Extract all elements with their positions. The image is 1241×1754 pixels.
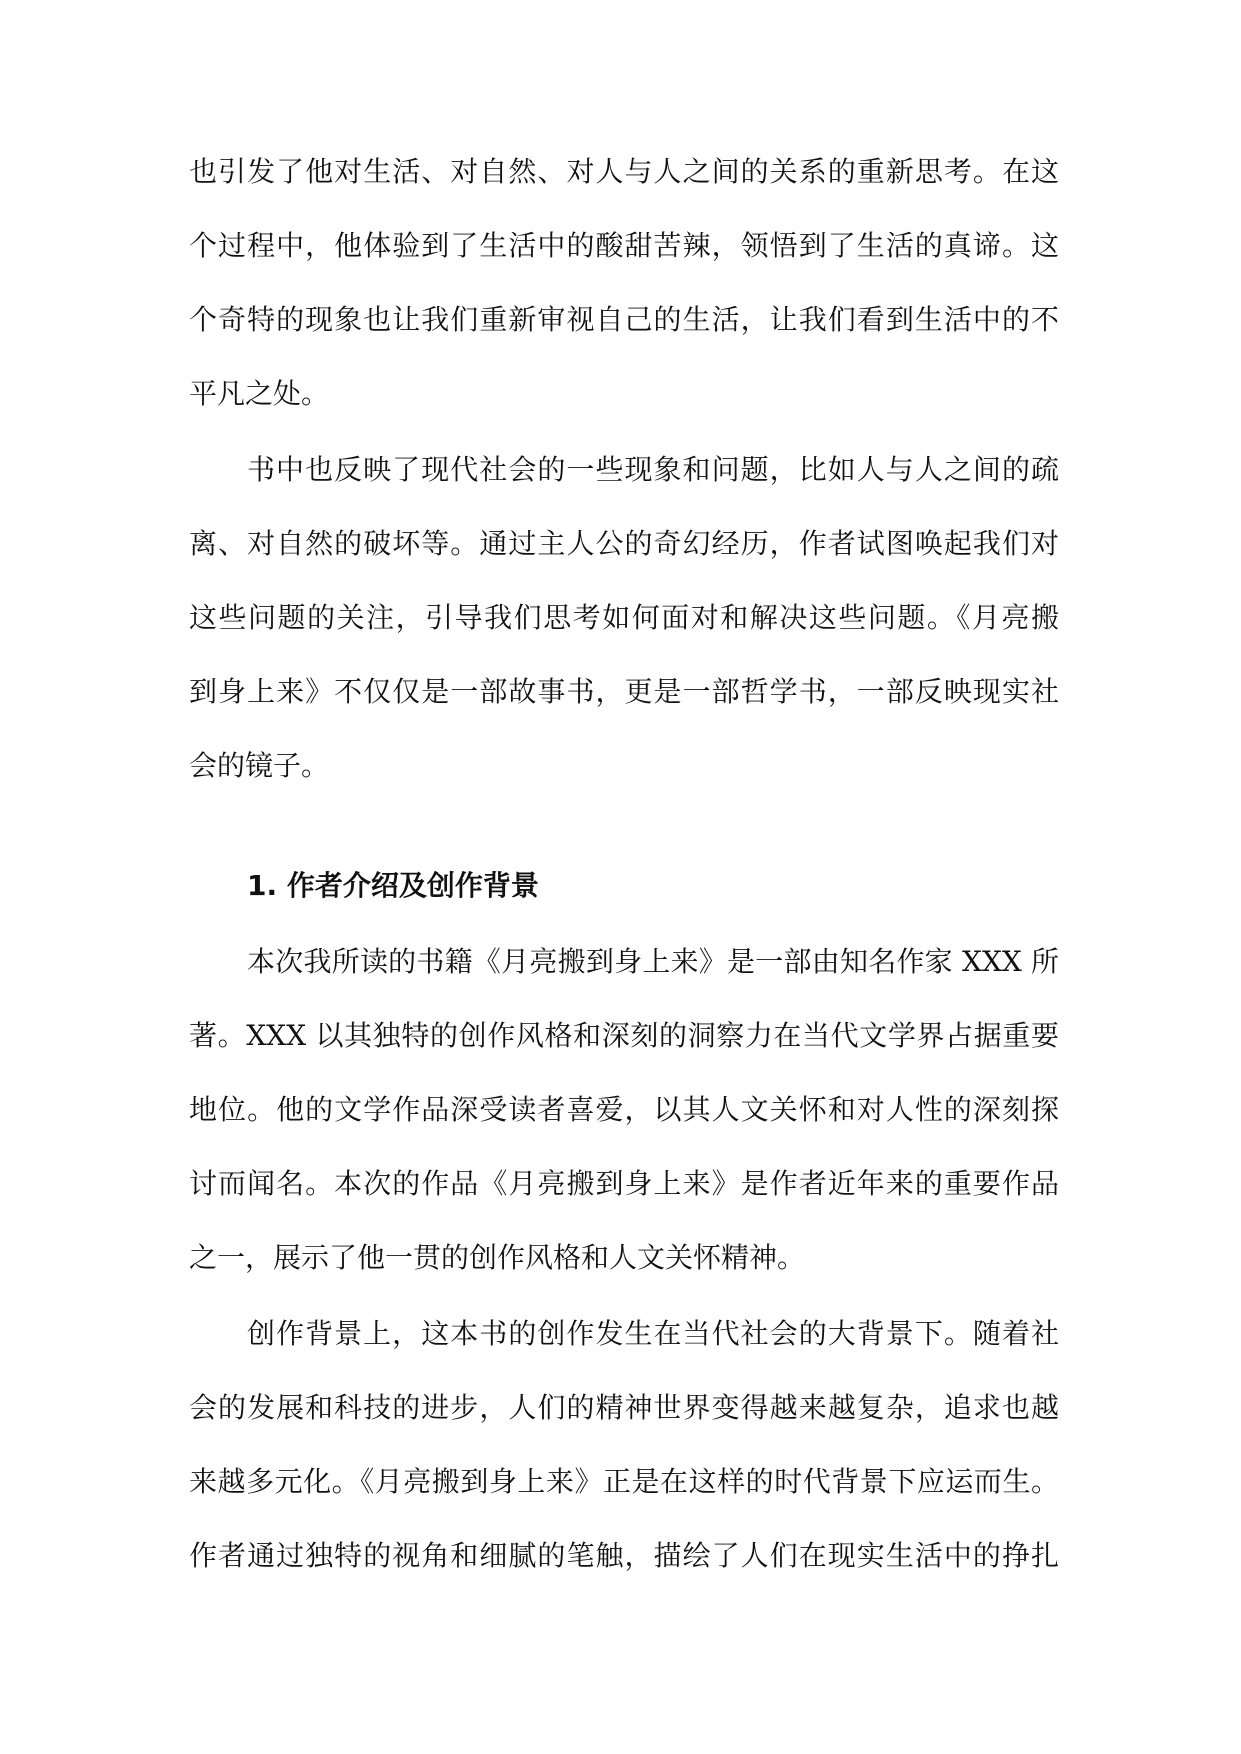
paragraph-line: 也引发了他对生活、对自然、对人与人之间的关系的重新思考。在这 — [189, 155, 1059, 188]
paragraph-line: 之一，展示了他一贯的创作风格和人文关怀精神。 — [189, 1241, 806, 1274]
paragraph-line: 会的发展和科技的进步，人们的精神世界变得越来越复杂，追求也越 — [189, 1391, 1059, 1424]
paragraph-line: 地位。他的文学作品深受读者喜爱，以其人文关怀和对人性的深刻探 — [189, 1093, 1059, 1126]
paragraph-line: 到身上来》不仅仅是一部故事书，更是一部哲学书，一部反映现实社 — [189, 675, 1059, 708]
section-heading: 1. 作者介绍及创作背景 — [247, 869, 539, 902]
paragraph-line: 个过程中，他体验到了生活中的酸甜苦辣，领悟到了生活的真谛。这 — [189, 229, 1059, 262]
paragraph-line: 创作背景上，这本书的创作发生在当代社会的大背景下。随着社 — [247, 1317, 1059, 1350]
paragraph-line: 来越多元化。《月亮搬到身上来》正是在这样的时代背景下应运而生。 — [189, 1465, 1059, 1498]
paragraph-line: 个奇特的现象也让我们重新审视自己的生活，让我们看到生活中的不 — [189, 303, 1059, 336]
paragraph-line: 离、对自然的破坏等。通过主人公的奇幻经历，作者试图唤起我们对 — [189, 527, 1059, 560]
paragraph-line: 这些问题的关注，引导我们思考如何面对和解决这些问题。《月亮搬 — [189, 601, 1059, 634]
paragraph-line: 作者通过独特的视角和细腻的笔触，描绘了人们在现实生活中的挣扎 — [189, 1539, 1059, 1572]
paragraph-line: 本次我所读的书籍《月亮搬到身上来》是一部由知名作家 XXX 所 — [247, 945, 1059, 978]
paragraph-line: 书中也反映了现代社会的一些现象和问题，比如人与人之间的疏 — [247, 453, 1059, 486]
paragraph-line: 平凡之处。 — [189, 377, 330, 410]
paragraph-line: 著。XXX 以其独特的创作风格和深刻的洞察力在当代文学界占据重要 — [189, 1019, 1059, 1052]
paragraph-line: 讨而闻名。本次的作品《月亮搬到身上来》是作者近年来的重要作品 — [189, 1167, 1059, 1200]
paragraph-line: 会的镜子。 — [189, 749, 330, 782]
